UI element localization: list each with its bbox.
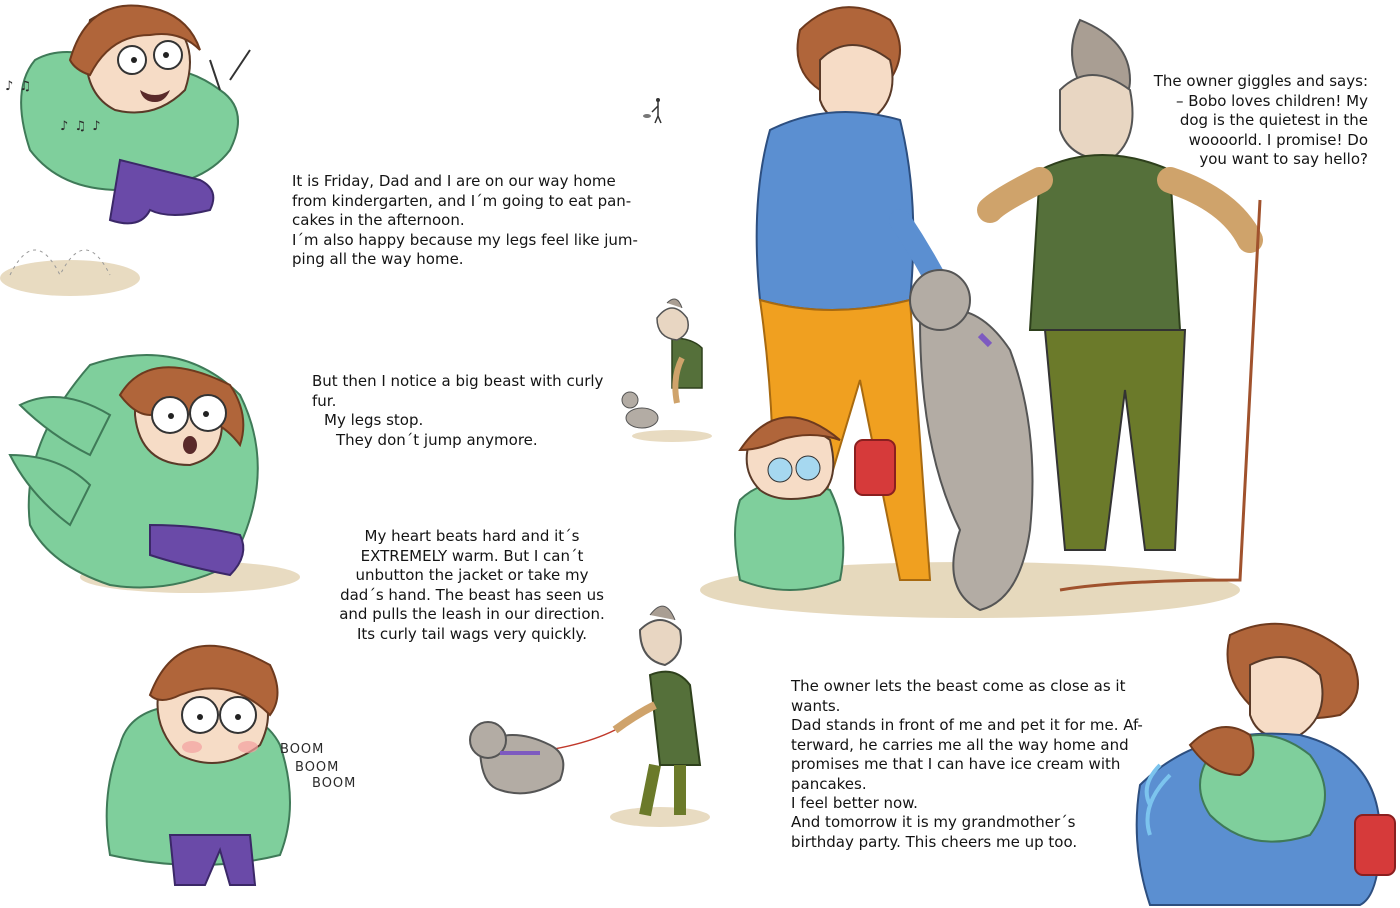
- red-backpack: [855, 440, 895, 495]
- story-line-legs-stop: My legs stop.: [324, 411, 424, 429]
- story-text-friday-paragraph: It is Friday, Dad and I are on our way home from kindergarten, and I´m going to eat pan- cakes in the afternoon. I´m also happy because my legs feel like jum- ping all the way home.: [292, 172, 638, 268]
- story-text-heart: [272, 527, 672, 644]
- svg-text:♪ ♫ ♪: ♪ ♫ ♪: [60, 119, 102, 134]
- story-text-owner-lets-paragraph: The owner lets the beast come as close as it wants. Dad stands in front of me and pet it for me. Af- terward, he carries me all the way home and promises me that I can have ice cream with pancakes. I feel better now.: [791, 677, 1143, 812]
- girl-jumping-illustration: [0, 0, 280, 310]
- owner-speech-paragraph: The owner giggles and says: – Bobo loves children! My dog is the quietest in the woooorld. I promise! Do you want to say hello?: [1153, 72, 1368, 168]
- distant-walker-illustration: [640, 98, 670, 124]
- owner-speech-text: [1050, 72, 1368, 170]
- boom-sound-effect: [280, 742, 356, 791]
- story-text-beast: [312, 372, 632, 450]
- girl-scared-illustration: [90, 625, 370, 895]
- story-text-friday: [292, 172, 642, 270]
- story-text-owner-lets: [791, 677, 1171, 814]
- story-text-heart-paragraph: My heart beats hard and it´s EXTREMELY warm. But I can´t unbutton the jacket or take my dad´s hand. The beast has seen us and pulls the leash in our direction. Its curly tail wags very quickly.: [339, 527, 605, 643]
- story-line-no-jump: They don´t jump anymore.: [336, 430, 538, 449]
- svg-text:♪ ♫: ♪ ♫: [5, 79, 33, 94]
- girl-startled-illustration: [0, 345, 310, 605]
- boom-text-1: BOOM: [280, 742, 325, 757]
- girl-hiding-figure: [735, 417, 843, 590]
- story-text-tomorrow-paragraph: And tomorrow it is my grandmother´s birthday party. This cheers me up too.: [791, 813, 1078, 851]
- boom-text-2: BOOM: [295, 760, 340, 775]
- boom-text-3: BOOM: [312, 776, 357, 791]
- story-line-notice-beast: But then I notice a big beast with curly fur.: [312, 372, 604, 410]
- story-text-tomorrow: [791, 813, 1151, 852]
